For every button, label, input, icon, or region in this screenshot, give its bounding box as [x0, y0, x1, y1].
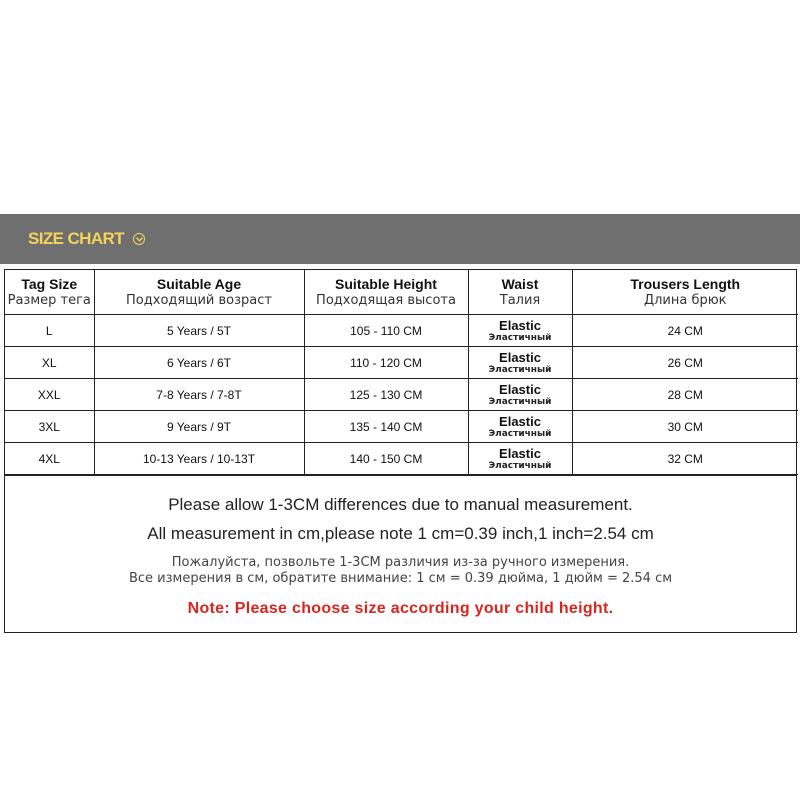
table-row	[5, 379, 798, 411]
header-label-ru: Талия	[499, 292, 541, 308]
note-unit-conversion-ru: Все измерения в см, обратите внимание: 1 см = 0.39 дюйма, 1 дюйм = 2.54 см	[128, 571, 673, 586]
note-size-warning: Note: Please choose size according your child height.	[187, 600, 614, 617]
size-table-container	[4, 269, 797, 476]
size-chart-banner	[0, 214, 800, 264]
cell-height: 105 - 110 CM	[304, 315, 468, 347]
cell-waist	[468, 379, 572, 411]
cell-height: 110 - 120 CM	[304, 347, 468, 379]
waist-label-en: Elastic	[499, 381, 541, 397]
waist-label-en: Elastic	[499, 445, 541, 461]
table-row	[5, 411, 798, 443]
table-row	[5, 443, 798, 475]
cell-age: 5 Years / 5T	[94, 315, 304, 347]
waist-label-ru: Эластичный	[488, 428, 552, 439]
waist-label-ru: Эластичный	[488, 364, 552, 375]
cell-age: 10-13 Years / 10-13T	[94, 443, 304, 475]
header-label-en: Trousers Length	[630, 275, 741, 292]
header-label-en: Suitable Age	[156, 275, 242, 292]
header-label-ru: Длина брюк	[643, 292, 727, 308]
cell-length: 24 CM	[572, 315, 798, 347]
waist-label-en: Elastic	[499, 349, 541, 365]
size-chart-title: SIZE CHART	[28, 229, 125, 248]
note-measurement-difference-ru: Пожалуйста, позвольте 1-3CM различия из-за ручного измерения.	[171, 555, 630, 570]
header-label-en: Waist	[501, 275, 539, 292]
cell-waist	[468, 411, 572, 443]
waist-label-ru: Эластичный	[488, 460, 552, 471]
header-waist	[468, 270, 572, 315]
waist-label-ru: Эластичный	[488, 332, 552, 343]
header-label-en: Tag Size	[21, 275, 78, 292]
cell-size: XXL	[5, 379, 94, 411]
cell-length: 32 CM	[572, 443, 798, 475]
header-label-ru: Подходящий возраст	[126, 292, 272, 308]
cell-height: 135 - 140 CM	[304, 411, 468, 443]
waist-label-en: Elastic	[499, 413, 541, 429]
header-trousers-length	[572, 270, 798, 315]
table-row	[5, 315, 798, 347]
header-label-ru: Подходящая высота	[316, 292, 456, 308]
cell-height: 125 - 130 CM	[304, 379, 468, 411]
cell-length: 26 CM	[572, 347, 798, 379]
waist-label-ru: Эластичный	[488, 396, 552, 407]
note-measurement-difference: Please allow 1-3CM differences due to manual measurement.	[168, 495, 633, 514]
header-label-en: Suitable Height	[335, 275, 437, 292]
header-suitable-height	[304, 270, 468, 315]
cell-age: 7-8 Years / 7-8T	[94, 379, 304, 411]
header-suitable-age	[94, 270, 304, 315]
notes-box	[4, 475, 797, 633]
cell-age: 9 Years / 9T	[94, 411, 304, 443]
waist-label-en: Elastic	[499, 317, 541, 333]
header-label-ru: Размер тега	[7, 292, 91, 308]
cell-size: 4XL	[5, 443, 94, 475]
cell-size: L	[5, 315, 94, 347]
cell-length: 30 CM	[572, 411, 798, 443]
size-table	[5, 270, 798, 475]
table-row	[5, 347, 798, 379]
cell-height: 140 - 150 CM	[304, 443, 468, 475]
cell-age: 6 Years / 6T	[94, 347, 304, 379]
chevron-down-circle-icon	[133, 233, 145, 245]
header-tag-size	[5, 270, 94, 315]
note-unit-conversion: All measurement in cm,please note 1 cm=0.39 inch,1 inch=2.54 cm	[147, 524, 654, 543]
cell-waist	[468, 315, 572, 347]
cell-size: 3XL	[5, 411, 94, 443]
cell-length: 28 CM	[572, 379, 798, 411]
cell-size: XL	[5, 347, 94, 379]
cell-waist	[468, 443, 572, 475]
table-header-row	[5, 270, 798, 315]
cell-waist	[468, 347, 572, 379]
